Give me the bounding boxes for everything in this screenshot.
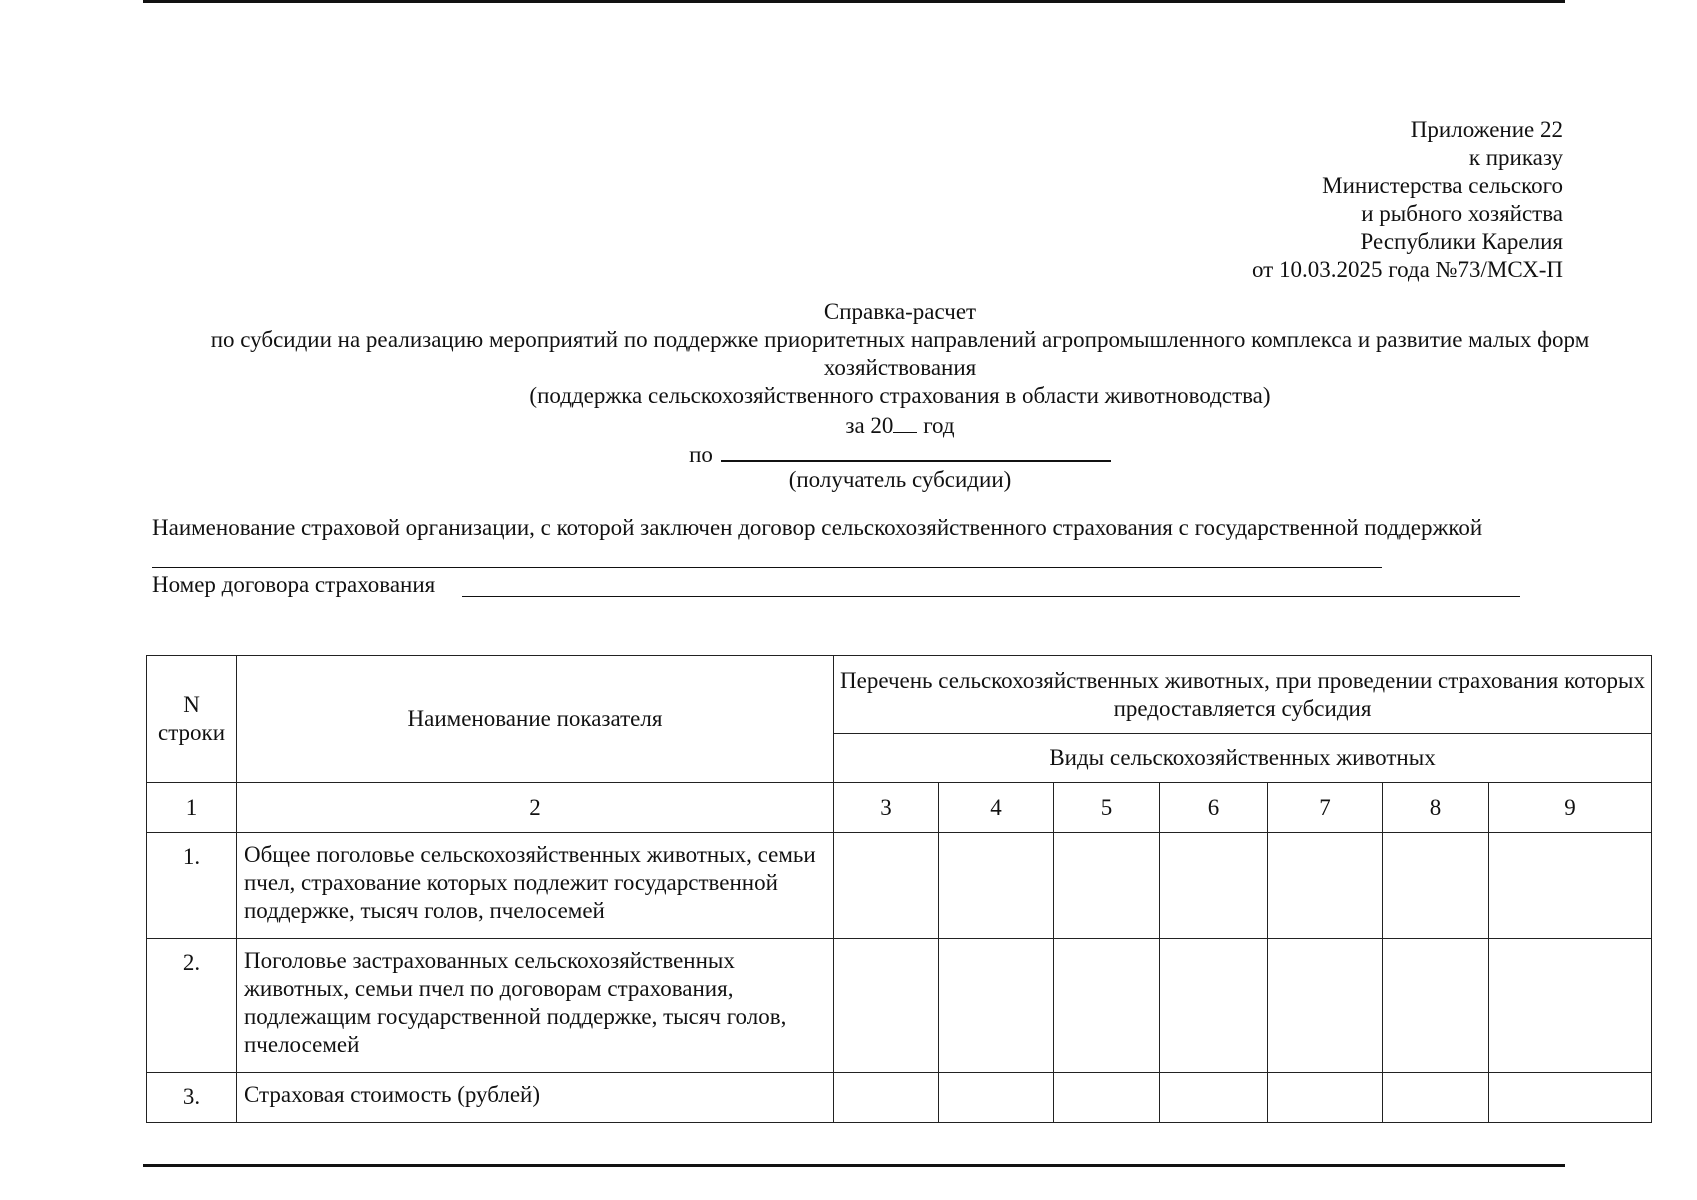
column-number: 4 [939,783,1054,833]
bottom-border-rule [143,1164,1565,1167]
value-cell[interactable] [1054,1073,1160,1123]
value-cell[interactable] [1160,939,1268,1073]
insurer-blank-field[interactable] [152,567,1382,568]
year-prefix: за 20 [845,413,894,438]
value-cell[interactable] [1489,833,1652,939]
column-number: 2 [237,783,834,833]
document-heading [150,298,1650,494]
value-cell[interactable] [939,1073,1054,1123]
row-number: 3. [147,1073,237,1123]
contract-label: Номер договора страхования [152,572,436,597]
row-number: 1. [147,833,237,939]
appendix-line: и рыбного хозяйства [1361,201,1563,226]
appendix-stamp [1252,116,1563,284]
year-line [150,410,1650,438]
recipient-blank-field[interactable] [721,438,1111,462]
column-number: 9 [1489,783,1652,833]
insurer-label: Наименование страховой организации, с которой заключен договор сельскохозяйственного страхования с государственной поддержкой [152,515,1483,540]
row-number: 2. [147,939,237,1073]
value-cell[interactable] [1054,833,1160,939]
value-cell[interactable] [939,833,1054,939]
row-indicator: Страховая стоимость (рублей) [237,1073,834,1123]
top-border-rule [143,0,1565,3]
row-indicator: Общее поголовье сельскохозяйственных животных, семьи пчел, страхование которых подлежит государственной поддержке, тысяч голов, пчелосемей [237,833,834,939]
value-cell[interactable] [1383,833,1489,939]
recipient-caption: (получатель субсидии) [788,467,1012,492]
recipient-prefix: по [689,442,713,467]
year-blank-field[interactable] [893,410,917,433]
contract-blank-field[interactable] [462,596,1520,597]
appendix-line: Приложение 22 [1410,117,1563,142]
value-cell[interactable] [1489,939,1652,1073]
appendix-line: Министерства сельского [1322,173,1563,198]
table-row [147,833,1652,939]
table-row [147,939,1652,1073]
header-animals-list: Перечень сельскохозяйственных животных, при проведении страхования которых предоставляется субсидия [834,656,1652,734]
value-cell[interactable] [1160,1073,1268,1123]
table-row [147,1073,1652,1123]
column-number: 6 [1160,783,1268,833]
value-cell[interactable] [834,939,939,1073]
row-indicator: Поголовье застрахованных сельскохозяйственных животных, семьи пчел по договорам страхования, подлежащим государственной поддержке, тысяч голов, пчелосемей [237,939,834,1073]
document-title: Справка-расчет [823,299,977,324]
subsidy-table [146,655,1652,1123]
appendix-line: к приказу [1468,145,1563,170]
value-cell[interactable] [1268,833,1383,939]
appendix-line: Республики Карелия [1360,229,1563,254]
header-row-number: N строки [147,656,237,783]
document-subtitle-cont: хозяйствования [823,355,977,380]
document-subtitle-note: (поддержка сельскохозяйственного страхования в области животноводства) [529,383,1271,408]
value-cell[interactable] [1054,939,1160,1073]
appendix-line: от 10.03.2025 года №73/МСХ-П [1251,257,1563,282]
column-number: 1 [147,783,237,833]
value-cell[interactable] [1268,1073,1383,1123]
value-cell[interactable] [1268,939,1383,1073]
column-number: 8 [1383,783,1489,833]
value-cell[interactable] [939,939,1054,1073]
value-cell[interactable] [1489,1073,1652,1123]
header-animal-types: Виды сельскохозяйственных животных [834,734,1652,783]
column-number: 3 [834,783,939,833]
year-suffix: год [923,413,955,438]
column-number: 7 [1268,783,1383,833]
document-subtitle: по субсидии на реализацию мероприятий по поддержке приоритетных направлений агропромышленного комплекса и развитие малых форм [210,327,1590,352]
value-cell[interactable] [1383,939,1489,1073]
header-indicator: Наименование показателя [237,656,834,783]
column-number: 5 [1054,783,1160,833]
value-cell[interactable] [834,1073,939,1123]
recipient-line [150,438,1650,466]
value-cell[interactable] [1383,1073,1489,1123]
value-cell[interactable] [834,833,939,939]
value-cell[interactable] [1160,833,1268,939]
